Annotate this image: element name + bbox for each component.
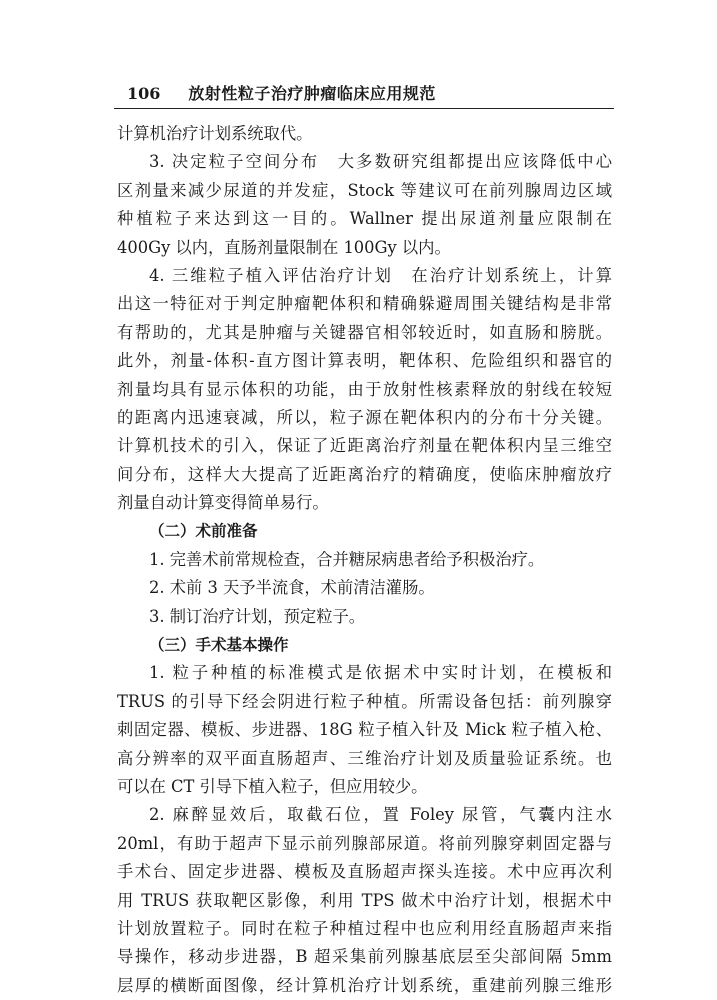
text-line: 的距离内迅速衰减，所以，粒子源在靶体积内的分布十分关键。 — [117, 407, 612, 427]
text-line: 导操作，移动步进器，B 超采集前列腺基底层至尖部间隔 5mm — [117, 947, 612, 967]
text-line: 剂量自动计算变得简单易行。 — [117, 493, 329, 513]
running-title: 放射性粒子治疗肿瘤临床应用规范 — [188, 84, 436, 103]
text-line: 可以在 CT 引导下植入粒子，但应用较少。 — [117, 776, 428, 796]
body-text — [117, 120, 612, 1000]
text-line: 手术台、固定步进器、模板及直肠超声探头连接。术中应再次利 — [117, 862, 612, 882]
text-line: 400Gy 以内，直肠剂量限制在 100Gy 以内。 — [117, 237, 451, 257]
text-line: 出这一特征对于判定肿瘤靶体积和精确躲避周围关键结构是非常 — [117, 294, 612, 314]
header-rule — [114, 108, 614, 109]
paragraph-first-line: 2. 麻醉显效后，取截石位，置 Foley 尿管，气囊内注水 — [149, 805, 612, 825]
list-item: 1. 完善术前常规检查，合并糖尿病患者给予积极治疗。 — [149, 549, 545, 569]
text-line: 刺固定器、模板、步进器、18G 粒子植入针及 Mick 粒子植入枪、 — [117, 720, 612, 740]
paragraph-first-line: 4. 三维粒子植入评估治疗计划 在治疗计划系统上，计算 — [149, 265, 612, 285]
text-line: 计划放置粒子。同时在粒子种植过程中也应利用经直肠超声来指 — [117, 918, 612, 938]
text-line: 剂量均具有显示体积的功能，由于放射性核素释放的射线在较短 — [117, 379, 612, 399]
text-line: 高分辨率的双平面直肠超声、三维治疗计划及质量验证系统。也 — [117, 748, 612, 768]
text-line: TRUS 的引导下经会阴进行粒子种植。所需设备包括：前列腺穿 — [117, 691, 612, 711]
list-item: 2. 术前 3 天予半流食，术前清洁灌肠。 — [149, 578, 435, 598]
running-header — [115, 81, 615, 105]
text-line: 间分布，这样大大提高了近距离治疗的精确度，使临床肿瘤放疗 — [117, 464, 612, 484]
text-line: 种植粒子来达到这一目的。Wallner 提出尿道剂量应限制在 — [117, 209, 612, 229]
text-line: 区剂量来减少尿道的并发症，Stock 等建议可在前列腺周边区域 — [117, 180, 612, 200]
section-heading-procedure: （三）手术基本操作 — [149, 636, 289, 655]
text-line: 用 TRUS 获取靶区影像，利用 TPS 做术中治疗计划，根据术中 — [117, 890, 612, 910]
list-item: 3. 制订治疗计划，预定粒子。 — [149, 606, 366, 626]
section-heading-preop: （二）术前准备 — [149, 522, 258, 541]
text-line: 计算机治疗计划系统取代。 — [117, 124, 313, 143]
text-line: 有帮助的，尤其是肿瘤与关键器官相邻较近时，如直肠和膀胱。 — [117, 322, 612, 342]
paragraph-first-line: 3. 决定粒子空间分布 大多数研究组都提出应该降低中心 — [149, 152, 612, 172]
text-line: 此外，剂量-体积-直方图计算表明，靶体积、危险组织和器官的 — [117, 351, 612, 371]
text-line: 层厚的横断面图像，经计算机治疗计划系统，重建前列腺三维形 — [117, 975, 612, 995]
page-number: 106 — [127, 84, 161, 103]
text-line: 20ml，有助于超声下显示前列腺部尿道。将前列腺穿刺固定器与 — [117, 833, 612, 853]
paragraph-first-line: 1. 粒子种植的标准模式是依据术中实时计划，在模板和 — [149, 663, 612, 683]
text-line: 计算机技术的引入，保证了近距离治疗剂量在靶体积内呈三维空 — [117, 436, 612, 456]
